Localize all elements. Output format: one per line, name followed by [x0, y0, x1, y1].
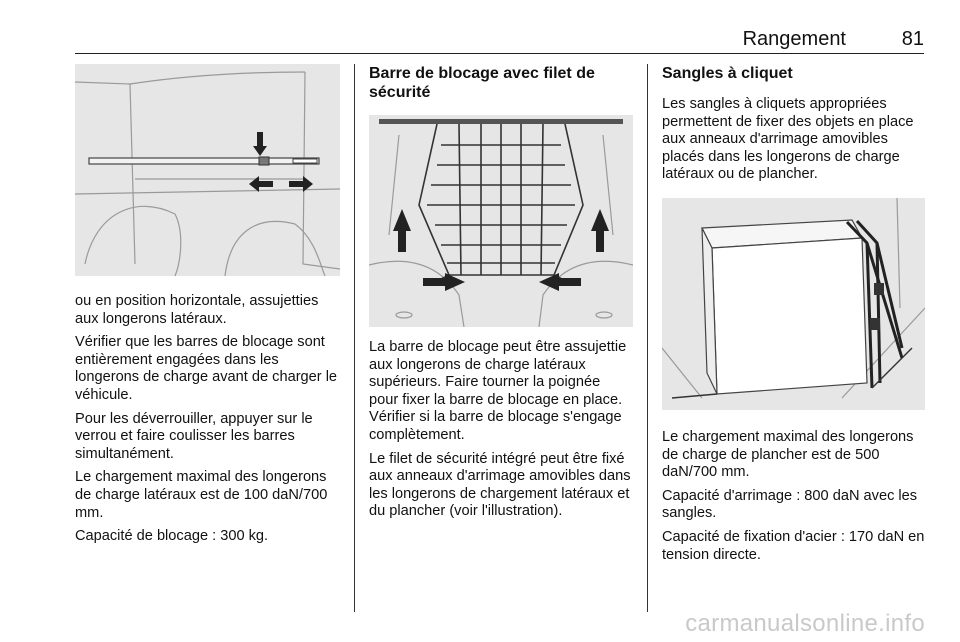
paragraph: Capacité d'arrimage : 800 daN avec les sangles. [662, 487, 918, 522]
column-2 [369, 64, 633, 527]
safety-net-illustration [369, 115, 633, 327]
paragraph: Capacité de fixation d'acier : 170 daN en tension directe. [662, 528, 925, 563]
paragraph: Pour les déverrouiller, appuyer sur le verrou et faire coulisser les barres simultanément. [75, 410, 313, 462]
paragraph: Capacité de blocage : 300 kg. [75, 528, 269, 545]
column-divider [354, 64, 355, 612]
paragraph: ou en position horizontale, assujetties aux longerons latéraux. [75, 293, 319, 327]
section-heading: Sangles à cliquet [662, 65, 793, 82]
column-1 [75, 64, 340, 552]
section-heading: Barre de blocage avec filet de sécurité [369, 65, 595, 101]
paragraph: Le chargement maximal des longerons de charge de plancher est de 500 daN/700 mm. [662, 428, 914, 481]
column-3 [662, 64, 925, 570]
section-title: Rangement [742, 28, 846, 50]
paragraph: Les sangles à cliquets appropriées permettent de fixer des objets en place aux anneaux d'arrimage amovibles placés dans les longerons de charge latéraux ou de plancher. [662, 96, 914, 183]
watermark: carmanualsonline.info [685, 610, 925, 637]
column-divider [647, 64, 648, 612]
paragraph: Le filet de sécurité intégré peut être fixé aux anneaux d'arrimage amovibles dans les longerons de chargement latéraux et du plancher (voir l'illustration). [369, 450, 631, 520]
paragraph: La barre de blocage peut être assujettie aux longerons de charge latéraux supérieurs. Faire tourner la poignée pour fixer la barre de blocage en place. Vérifier si la barre de blocage s'engage complètement. [369, 339, 627, 443]
page-header [75, 27, 924, 54]
paragraph: Le chargement maximal des longerons de charge latéraux est de 100 daN/700 mm. [75, 469, 328, 521]
blocking-bar-illustration [75, 64, 340, 276]
ratchet-strap-illustration [662, 198, 925, 410]
paragraph: Vérifier que les barres de blocage sont entièrement engagées dans les longerons de charge avant de charger le véhicule. [75, 334, 338, 403]
page-number: 81 [901, 28, 924, 50]
